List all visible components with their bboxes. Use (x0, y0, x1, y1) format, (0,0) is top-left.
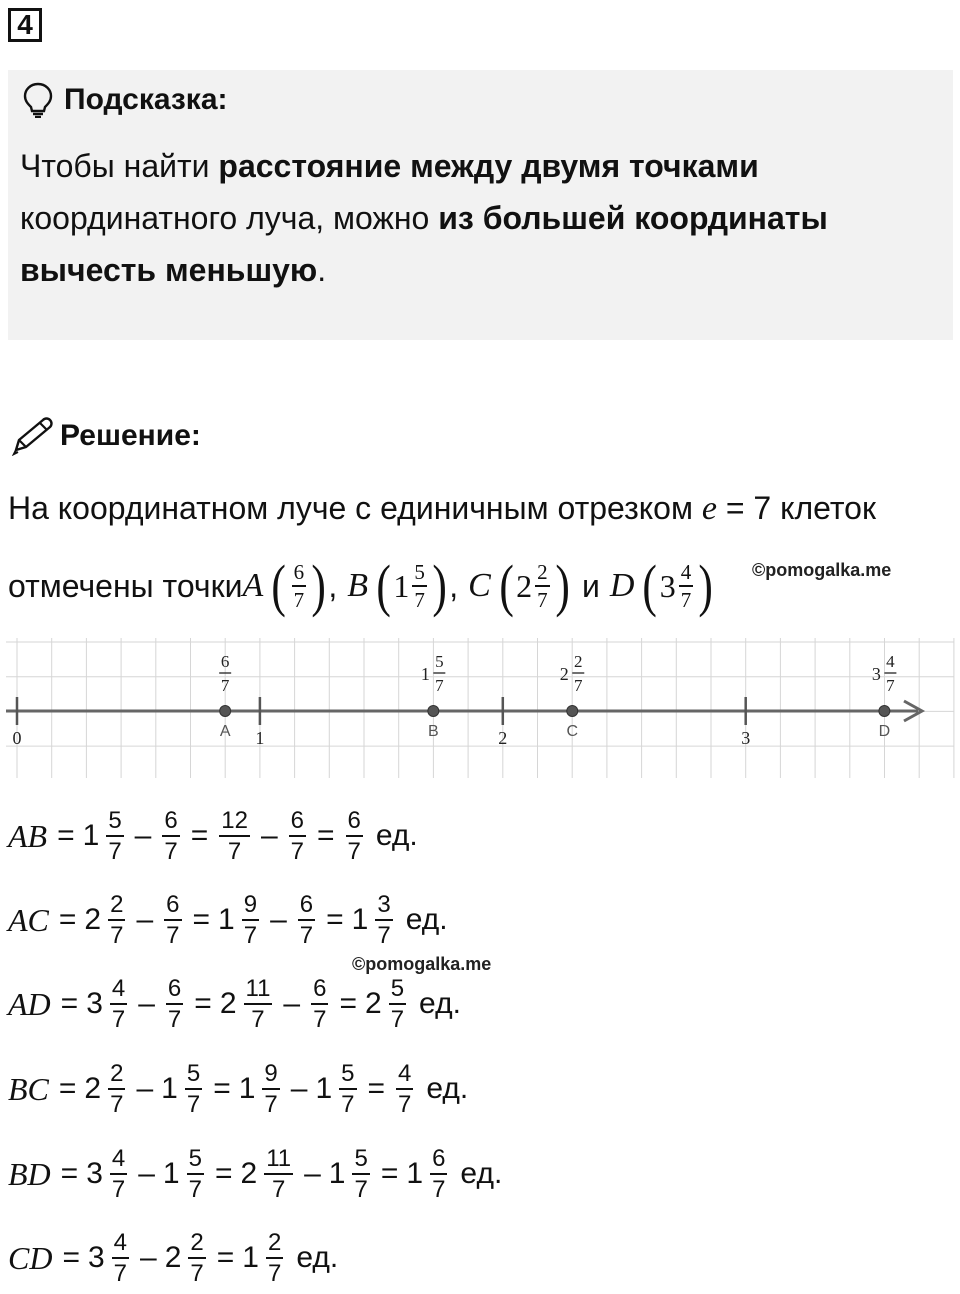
whole-part: 1 (162, 1157, 180, 1190)
fraction (219, 806, 250, 865)
fraction (108, 1059, 125, 1118)
denominator: 7 (377, 921, 391, 949)
denominator: 7 (108, 837, 122, 865)
denominator: 7 (167, 1005, 182, 1033)
comma: , (449, 567, 459, 604)
segment-name: CD (8, 1239, 53, 1276)
fraction (108, 890, 125, 949)
unit-label: ед. (405, 903, 448, 936)
numerator: 9 (242, 893, 259, 921)
watermark: ©pomogalka.me (352, 954, 492, 974)
whole-part: 1 (328, 1157, 346, 1190)
whole-part: 1 (238, 1072, 256, 1105)
point-d-coord: $\frac{4}{7}$ (680, 559, 692, 612)
denominator: 7 (299, 921, 314, 949)
fraction (188, 1228, 205, 1287)
minus-sign: – (304, 1157, 321, 1190)
segment-name: AC (8, 901, 49, 938)
coord-whole: 3 (871, 664, 881, 684)
whole-part: 2 (365, 987, 382, 1020)
denominator: 7 (267, 1259, 282, 1287)
point-marker (879, 706, 890, 717)
hint-text-2: координатного луча, можно (20, 200, 439, 236)
denominator: 7 (341, 1090, 355, 1118)
whole-part: 3 (86, 987, 103, 1020)
whole-part: 2 (84, 903, 102, 936)
numerator: 2 (108, 893, 125, 921)
whole-part: 2 (240, 1157, 258, 1190)
numerator: 12 (219, 809, 250, 837)
unit-label: ед. (375, 819, 418, 852)
point-label: A (219, 723, 231, 740)
point-b-coord: $\frac{5}{7}$ (414, 559, 425, 612)
point-label: D (878, 723, 891, 740)
whole-part: 1 (315, 1072, 333, 1105)
point-c-name: C (468, 567, 491, 604)
equation-ad (8, 968, 461, 1040)
coord-numerator: 6 (220, 652, 230, 671)
equals-sign: = (190, 819, 209, 852)
paren-close: ) (555, 553, 570, 618)
point-marker (567, 706, 578, 717)
minus-sign: – (283, 987, 301, 1020)
numerator: 4 (112, 1231, 129, 1259)
solution-header (10, 412, 201, 460)
numerator: 5 (352, 1147, 369, 1175)
paren-open: ( (271, 553, 287, 618)
equals-sign: = (317, 819, 335, 852)
denominator: 7 (227, 837, 242, 865)
minus-sign: – (138, 987, 155, 1020)
fraction (262, 1059, 279, 1118)
denominator: 7 (264, 1090, 278, 1118)
minus-sign: – (136, 1072, 154, 1105)
minus-sign: – (260, 819, 278, 852)
equals-sign: = (213, 1072, 231, 1105)
denominator: 7 (398, 1090, 412, 1118)
point-marker (220, 706, 231, 717)
equals-sign: = (192, 903, 211, 936)
paren-close: ) (311, 553, 326, 618)
whole-part: 1 (82, 819, 100, 852)
hint-header (22, 82, 228, 118)
equals-sign: = (60, 1157, 79, 1190)
intro-line-2 (8, 546, 716, 626)
denominator: 7 (188, 1175, 202, 1203)
fraction (289, 806, 306, 865)
whole-part: 3 (87, 1241, 105, 1274)
numerator: 6 (166, 977, 183, 1005)
fraction (112, 1228, 129, 1287)
whole-part: 2 (84, 1072, 102, 1105)
point-marker (428, 706, 439, 717)
point-b-name: B (347, 567, 369, 604)
equation-ab (8, 800, 418, 872)
point-b-whole: 1 (393, 567, 410, 604)
minus-sign: – (138, 1157, 155, 1190)
numerator: 2 (266, 1231, 283, 1259)
denominator: 7 (110, 921, 124, 949)
point-d-name: D (609, 567, 635, 604)
denominator: 7 (113, 1259, 128, 1287)
and-word: и (581, 567, 600, 604)
equals-sign: = (57, 819, 75, 852)
numerator: 11 (264, 1147, 293, 1175)
minus-sign: – (270, 903, 287, 936)
denominator: 7 (190, 1259, 204, 1287)
whole-part: 1 (406, 1157, 424, 1190)
tick-label: 1 (255, 728, 265, 748)
numerator: 6 (164, 893, 181, 921)
tick-label: 2 (498, 728, 508, 748)
tick-label: 0 (12, 728, 22, 748)
numerator: 5 (106, 809, 123, 837)
coord-numerator: 2 (574, 652, 583, 671)
denominator: 7 (271, 1175, 286, 1203)
unit-label: ед. (296, 1241, 339, 1274)
equals-sign: = (339, 987, 357, 1020)
numerator: 4 (110, 977, 127, 1005)
hint-text-1: Чтобы найти (20, 148, 219, 184)
whole-part: 1 (218, 903, 235, 936)
denominator: 7 (432, 1175, 446, 1203)
numerator: 2 (108, 1062, 125, 1090)
coord-denominator: 7 (886, 676, 895, 695)
paren-close: ) (432, 553, 447, 618)
whole-part: 3 (86, 1157, 103, 1190)
coord-denominator: 7 (220, 676, 230, 695)
unit-label: ед. (426, 1072, 469, 1105)
equals-sign: = (367, 1072, 386, 1105)
denominator: 7 (390, 1005, 405, 1033)
coord-whole: 2 (559, 664, 569, 684)
numerator: 6 (430, 1147, 447, 1175)
minus-sign: – (136, 903, 154, 936)
fraction (339, 1059, 356, 1118)
paren-open: ( (642, 553, 658, 618)
intro-text-a: На координатном луче с единичным отрезком (8, 490, 702, 526)
equation-bc (8, 1053, 468, 1125)
numerator: 5 (187, 1147, 204, 1175)
denominator: 7 (111, 1005, 126, 1033)
lightbulb-icon (22, 82, 54, 118)
fraction (244, 974, 273, 1033)
denominator: 7 (186, 1090, 201, 1118)
equals-sign: = (60, 987, 79, 1020)
hint-bold-1: расстояние между двумя точками (218, 148, 759, 184)
minus-sign: – (140, 1241, 157, 1274)
numerator: 4 (396, 1062, 413, 1090)
pencil-icon (10, 416, 54, 456)
intro-line-1 (8, 484, 876, 533)
denominator: 7 (251, 1005, 265, 1033)
numerator: 6 (311, 977, 328, 1005)
fraction (352, 1144, 369, 1203)
equals-sign: = (326, 903, 344, 936)
fraction (396, 1059, 413, 1118)
fraction (346, 806, 363, 865)
denominator: 7 (313, 1005, 327, 1033)
denominator: 7 (110, 1090, 124, 1118)
hint-bold-3: вычесть меньшую (20, 252, 318, 288)
equals-sign: = (62, 1241, 80, 1274)
fraction (110, 974, 127, 1033)
coord-denominator: 7 (574, 676, 583, 695)
equation-bd (8, 1138, 502, 1210)
coord-denominator: 7 (435, 676, 444, 695)
fraction (162, 806, 179, 865)
fraction (166, 974, 183, 1033)
number-line-figure (0, 634, 960, 782)
solution-title: Решение: (60, 419, 201, 452)
fraction (242, 890, 259, 949)
denominator: 7 (164, 837, 178, 865)
unit-segment-var: e (701, 490, 717, 527)
whole-part: 2 (164, 1241, 182, 1274)
point-a-name: A (242, 567, 264, 604)
hint-bold-2: из большей координаты (438, 200, 828, 236)
numerator: 5 (389, 977, 406, 1005)
whole-part: 1 (242, 1241, 259, 1274)
whole-part: 1 (351, 903, 369, 936)
fraction (375, 890, 392, 949)
numerator: 4 (110, 1147, 127, 1175)
minus-sign: – (134, 819, 152, 852)
paren-open: ( (499, 553, 514, 618)
fraction (266, 1228, 283, 1287)
equals-sign: = (58, 903, 77, 936)
point-d-whole: 3 (659, 567, 676, 604)
segment-name: BD (8, 1155, 51, 1192)
paren-open: ( (376, 553, 391, 618)
equals-sign: = (194, 987, 212, 1020)
fraction (264, 1144, 293, 1203)
unit-label: ед. (460, 1157, 503, 1190)
paren-close: ) (698, 553, 714, 618)
unit-label: ед. (419, 987, 461, 1020)
denominator: 7 (243, 921, 258, 949)
point-a-coord: $\frac{6}{7}$ (293, 559, 305, 612)
denominator: 7 (354, 1175, 368, 1203)
task-number: 4 (8, 8, 42, 42)
numerator: 2 (188, 1231, 205, 1259)
numerator: 6 (346, 809, 363, 837)
coord-numerator: 4 (886, 652, 895, 671)
minus-sign: – (290, 1072, 308, 1105)
numerator: 6 (298, 893, 315, 921)
coord-whole: 1 (420, 664, 430, 684)
whole-part: 1 (161, 1072, 178, 1105)
numerator: 6 (162, 809, 179, 837)
point-c-coord: $\frac{2}{7}$ (537, 559, 548, 612)
numerator: 5 (339, 1062, 356, 1090)
denominator: 7 (290, 837, 304, 865)
watermark: ©pomogalka.me (752, 560, 892, 580)
equals-sign: = (58, 1072, 77, 1105)
segment-name: BC (8, 1070, 49, 1107)
denominator: 7 (166, 921, 180, 949)
fraction (187, 1144, 204, 1203)
hint-text-3: . (317, 252, 327, 288)
tick-label: 3 (741, 728, 751, 748)
hint-box (8, 70, 953, 340)
equals-sign: = (214, 1157, 233, 1190)
point-c-whole: 2 (516, 567, 533, 604)
equals-sign: = (380, 1157, 399, 1190)
numerator: 3 (375, 893, 392, 921)
hint-title: Подсказка: (64, 83, 228, 116)
coord-numerator: 5 (435, 652, 444, 671)
intro-text-b: = 7 клеток (716, 490, 876, 526)
fraction (298, 890, 315, 949)
point-label: B (427, 723, 439, 740)
fraction (164, 890, 181, 949)
numerator: 9 (262, 1062, 279, 1090)
fraction (110, 1144, 127, 1203)
denominator: 7 (347, 837, 361, 865)
hint-text (20, 140, 940, 296)
segment-name: AD (8, 985, 51, 1022)
equation-ac (8, 884, 448, 956)
equals-sign: = (216, 1241, 235, 1274)
equation-cd (8, 1222, 338, 1294)
numerator: 11 (244, 977, 273, 1005)
fraction (311, 974, 328, 1033)
fraction (106, 806, 123, 865)
point-label: C (566, 723, 579, 740)
segment-name: AB (8, 817, 48, 854)
numerator: 5 (185, 1062, 202, 1090)
intro-text-c: отмечены точки (8, 567, 243, 604)
fraction (430, 1144, 447, 1203)
comma: , (328, 567, 338, 604)
denominator: 7 (111, 1175, 126, 1203)
fraction (389, 974, 406, 1033)
fraction (185, 1059, 202, 1118)
whole-part: 2 (219, 987, 237, 1020)
numerator: 6 (289, 809, 306, 837)
